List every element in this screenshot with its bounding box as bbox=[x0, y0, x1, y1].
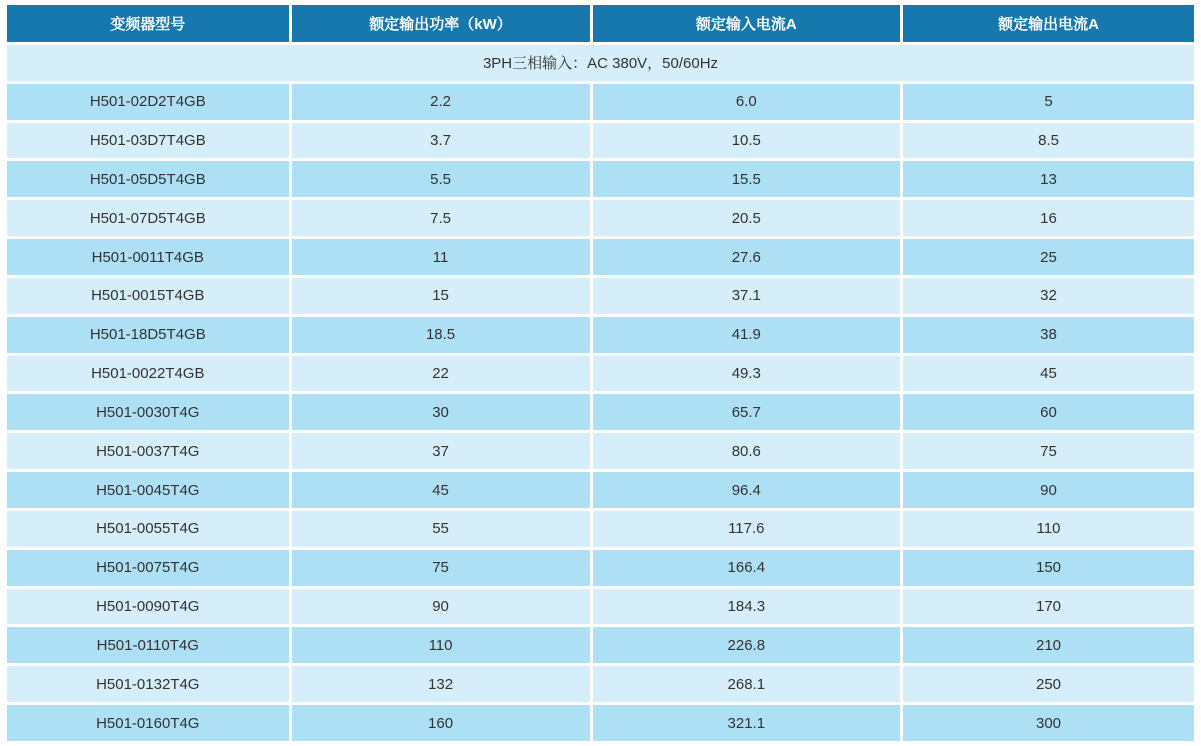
cell-output-current-a: 300 bbox=[903, 705, 1194, 741]
cell-output-current-a: 90 bbox=[903, 472, 1194, 508]
table-row bbox=[7, 550, 1194, 586]
cell-output-power-kw: 15 bbox=[292, 278, 590, 314]
cell-output-power-kw: 110 bbox=[292, 627, 590, 663]
column-header-output-power: 额定输出功率（kW） bbox=[292, 5, 590, 42]
cell-output-power-kw: 11 bbox=[292, 239, 590, 275]
table-row bbox=[7, 511, 1194, 547]
column-header-input-current: 额定输入电流A bbox=[593, 5, 900, 42]
cell-model: H501-05D5T4GB bbox=[7, 161, 289, 197]
cell-input-current-a: 27.6 bbox=[593, 239, 900, 275]
cell-model: H501-0015T4GB bbox=[7, 278, 289, 314]
cell-model: H501-0075T4G bbox=[7, 550, 289, 586]
cell-model: H501-03D7T4GB bbox=[7, 123, 289, 159]
cell-output-current-a: 45 bbox=[903, 356, 1194, 392]
cell-model: H501-0132T4G bbox=[7, 666, 289, 702]
column-header-output-current: 额定输出电流A bbox=[903, 5, 1194, 42]
table-row bbox=[7, 394, 1194, 430]
table-row bbox=[7, 433, 1194, 469]
cell-input-current-a: 65.7 bbox=[593, 394, 900, 430]
cell-model: H501-0090T4G bbox=[7, 589, 289, 625]
cell-output-current-a: 170 bbox=[903, 589, 1194, 625]
cell-output-power-kw: 45 bbox=[292, 472, 590, 508]
cell-input-current-a: 6.0 bbox=[593, 84, 900, 120]
subheader-text: 3PH三相输入：AC 380V，50/60Hz bbox=[7, 45, 1194, 81]
inverter-spec-table bbox=[4, 2, 1197, 744]
cell-model: H501-0110T4G bbox=[7, 627, 289, 663]
cell-model: H501-0011T4GB bbox=[7, 239, 289, 275]
table-row bbox=[7, 317, 1194, 353]
cell-input-current-a: 20.5 bbox=[593, 200, 900, 236]
cell-model: H501-0037T4G bbox=[7, 433, 289, 469]
cell-model: H501-0045T4G bbox=[7, 472, 289, 508]
table-row bbox=[7, 278, 1194, 314]
table-row bbox=[7, 84, 1194, 120]
table-row bbox=[7, 161, 1194, 197]
column-header-model: 变频器型号 bbox=[7, 5, 289, 42]
cell-output-current-a: 8.5 bbox=[903, 123, 1194, 159]
table-row bbox=[7, 666, 1194, 702]
cell-output-current-a: 110 bbox=[903, 511, 1194, 547]
cell-input-current-a: 10.5 bbox=[593, 123, 900, 159]
cell-output-current-a: 5 bbox=[903, 84, 1194, 120]
cell-output-power-kw: 55 bbox=[292, 511, 590, 547]
cell-model: H501-02D2T4GB bbox=[7, 84, 289, 120]
cell-output-current-a: 75 bbox=[903, 433, 1194, 469]
table-row bbox=[7, 356, 1194, 392]
table-row bbox=[7, 239, 1194, 275]
cell-output-power-kw: 160 bbox=[292, 705, 590, 741]
cell-input-current-a: 117.6 bbox=[593, 511, 900, 547]
table-row bbox=[7, 705, 1194, 741]
table-row bbox=[7, 123, 1194, 159]
cell-output-current-a: 32 bbox=[903, 278, 1194, 314]
cell-output-power-kw: 5.5 bbox=[292, 161, 590, 197]
cell-output-power-kw: 3.7 bbox=[292, 123, 590, 159]
table-row bbox=[7, 627, 1194, 663]
cell-input-current-a: 166.4 bbox=[593, 550, 900, 586]
cell-output-current-a: 210 bbox=[903, 627, 1194, 663]
cell-input-current-a: 80.6 bbox=[593, 433, 900, 469]
cell-output-current-a: 38 bbox=[903, 317, 1194, 353]
cell-output-power-kw: 90 bbox=[292, 589, 590, 625]
cell-output-power-kw: 37 bbox=[292, 433, 590, 469]
cell-model: H501-0022T4GB bbox=[7, 356, 289, 392]
cell-input-current-a: 268.1 bbox=[593, 666, 900, 702]
table-row bbox=[7, 589, 1194, 625]
cell-output-power-kw: 30 bbox=[292, 394, 590, 430]
cell-model: H501-0160T4G bbox=[7, 705, 289, 741]
cell-output-current-a: 16 bbox=[903, 200, 1194, 236]
cell-output-power-kw: 18.5 bbox=[292, 317, 590, 353]
cell-output-current-a: 250 bbox=[903, 666, 1194, 702]
cell-input-current-a: 184.3 bbox=[593, 589, 900, 625]
spec-table-body bbox=[7, 45, 1194, 741]
cell-model: H501-0055T4G bbox=[7, 511, 289, 547]
cell-input-current-a: 321.1 bbox=[593, 705, 900, 741]
cell-output-current-a: 13 bbox=[903, 161, 1194, 197]
cell-output-power-kw: 132 bbox=[292, 666, 590, 702]
cell-output-power-kw: 22 bbox=[292, 356, 590, 392]
header-row bbox=[7, 5, 1194, 42]
cell-output-current-a: 25 bbox=[903, 239, 1194, 275]
subheader-row bbox=[7, 45, 1194, 81]
cell-input-current-a: 41.9 bbox=[593, 317, 900, 353]
cell-output-current-a: 150 bbox=[903, 550, 1194, 586]
cell-input-current-a: 226.8 bbox=[593, 627, 900, 663]
table-row bbox=[7, 200, 1194, 236]
cell-model: H501-0030T4G bbox=[7, 394, 289, 430]
cell-output-current-a: 60 bbox=[903, 394, 1194, 430]
cell-model: H501-18D5T4GB bbox=[7, 317, 289, 353]
cell-output-power-kw: 7.5 bbox=[292, 200, 590, 236]
cell-output-power-kw: 75 bbox=[292, 550, 590, 586]
table-header bbox=[7, 5, 1194, 42]
cell-input-current-a: 49.3 bbox=[593, 356, 900, 392]
cell-input-current-a: 96.4 bbox=[593, 472, 900, 508]
cell-input-current-a: 37.1 bbox=[593, 278, 900, 314]
table-row bbox=[7, 472, 1194, 508]
cell-output-power-kw: 2.2 bbox=[292, 84, 590, 120]
cell-input-current-a: 15.5 bbox=[593, 161, 900, 197]
cell-model: H501-07D5T4GB bbox=[7, 200, 289, 236]
